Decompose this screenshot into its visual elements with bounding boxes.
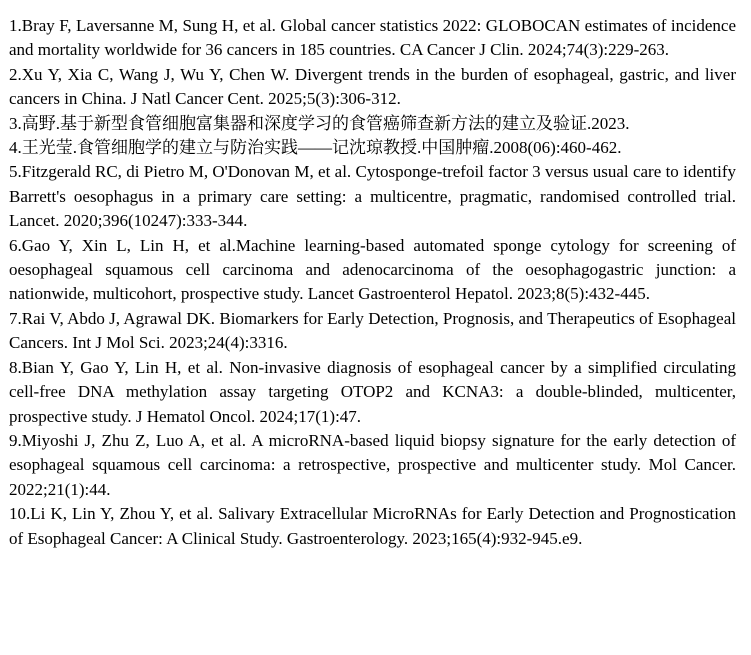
reference-1: 1.Bray F, Laversanne M, Sung H, et al. Global cancer statistics 2022: GLOBOCAN estimates of incidence and mortality worldwide for 36 cancers in 185 countries. CA Cancer J Clin. 2024;74(3):229-263.	[9, 16, 736, 60]
reference-5: 5.Fitzgerald RC, di Pietro M, O'Donovan M, et al. Cytosponge-trefoil factor 3 versus usual care to identify Barrett's oesophagus in a primary care setting: a multicentre, pragmatic, randomised controlled trial. Lancet. 2020;396(10247):333-344.	[9, 162, 736, 231]
reference-4: 4.王光莹.食管细胞学的建立与防治实践——记沈琼教授.中国肿瘤.2008(06):460-462.	[9, 138, 622, 158]
reference-10: 10.Li K, Lin Y, Zhou Y, et al. Salivary Extracellular MicroRNAs for Early Detection and Prognostication of Esophageal Cancer: A Clinical Study. Gastroenterology. 2023;165(4):932-945.e9.	[9, 504, 736, 548]
reference-6: 6.Gao Y, Xin L, Lin H, et al.Machine learning-based automated sponge cytology for screening of oesophageal squamous cell carcinoma and adenocarcinoma of the oesophagogastric junction: a nationwide, multicohort, prospective study. Lancet Gastroenterol Hepatol. 2023;8(5):432-445.	[9, 235, 736, 304]
reference-8: 8.Bian Y, Gao Y, Lin H, et al. Non-invasive diagnosis of esophageal cancer by a simplified circulating cell-free DNA methylation assay targeting OTOP2 and KCNA3: a double-blinded, multicenter, prospective study. J Hematol Oncol. 2024;17(1):47.	[9, 357, 736, 426]
reference-2: 2.Xu Y, Xia C, Wang J, Wu Y, Chen W. Divergent trends in the burden of esophageal, gastric, and liver cancers in China. J Natl Cancer Cent. 2025;5(3):306-312.	[9, 64, 736, 109]
reference-9: 9.Miyoshi J, Zhu Z, Luo A, et al. A microRNA-based liquid biopsy signature for the early detection of esophageal squamous cell carcinoma: a retrospective, prospective and multicenter study. Mol Cancer. 2022;21(1):44.	[9, 430, 736, 499]
reference-3: 3.高野.基于新型食管细胞富集器和深度学习的食管癌筛查新方法的建立及验证.2023.	[9, 113, 630, 133]
reference-7: 7.Rai V, Abdo J, Agrawal DK. Biomarkers for Early Detection, Prognosis, and Therapeutics of Esophageal Cancers. Int J Mol Sci. 2023;24(4):3316.	[9, 308, 736, 353]
